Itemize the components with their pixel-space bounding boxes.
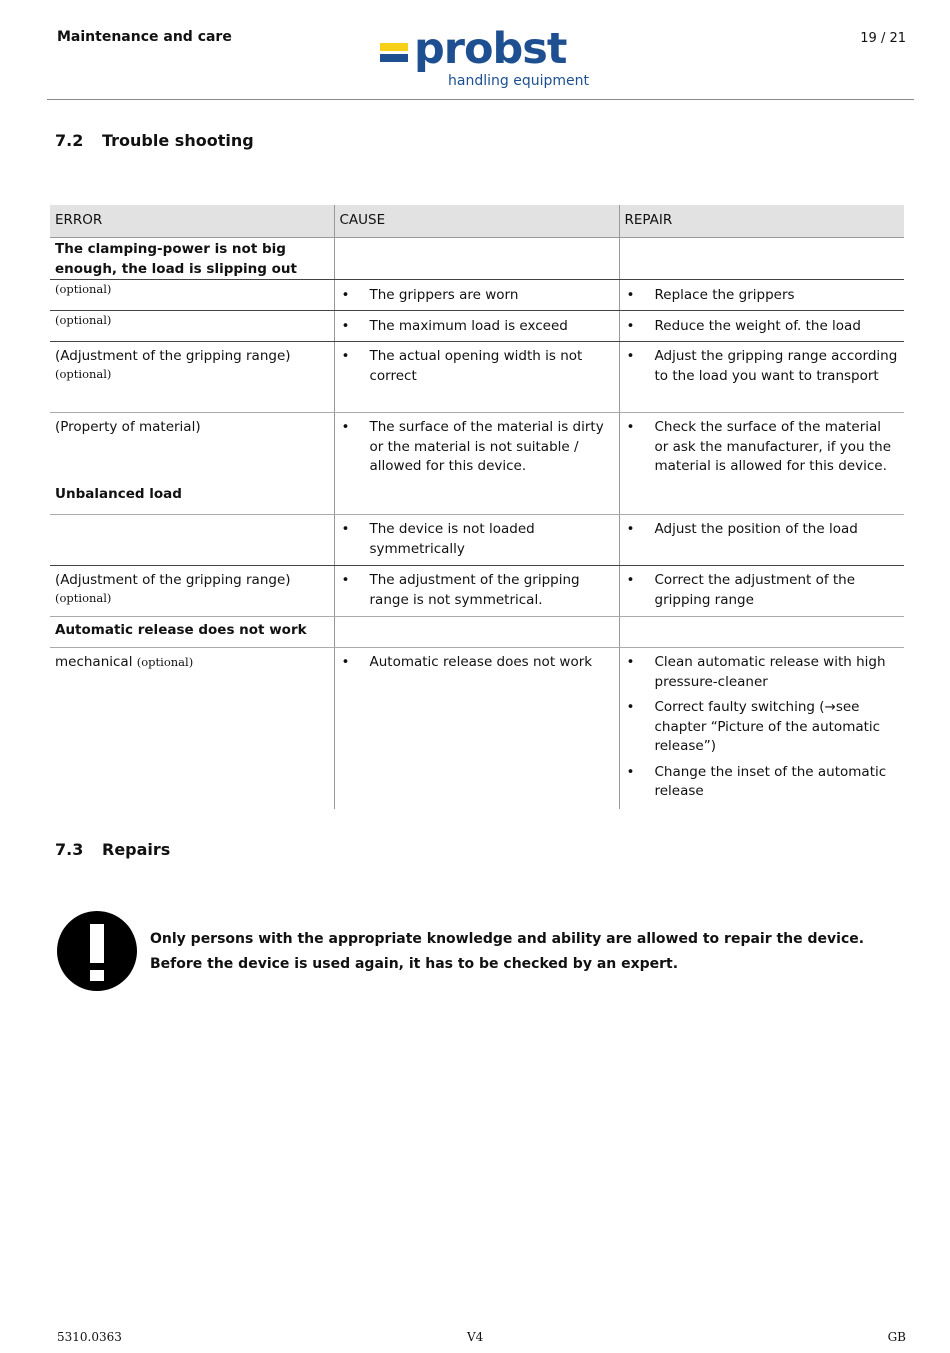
error-cell	[50, 515, 334, 566]
warning-line-2: Before the device is used again, it has to be checked by an expert.	[150, 956, 679, 972]
error-text: (Property of material)	[55, 419, 201, 435]
footer-doc-number: 5310.0363	[57, 1330, 122, 1344]
repair-item: • Check the surface of the material or ask the manufacturer, if you the material is allowed for this device.	[625, 418, 900, 477]
logo-yellow-bar	[380, 43, 408, 51]
logo-tagline: handling equipment	[448, 73, 589, 89]
error-text: Unbalanced load	[55, 485, 182, 502]
column-header-error: ERROR	[50, 205, 334, 238]
section-title: Trouble shooting	[102, 131, 254, 150]
column-header-repair: REPAIR	[619, 205, 904, 238]
probst-logo	[378, 24, 590, 96]
repair-cell	[619, 617, 904, 648]
optional-note: (optional)	[55, 366, 112, 381]
exclamation-icon	[56, 910, 138, 992]
troubleshooting-table	[50, 205, 904, 809]
cause-item: • The adjustment of the gripping range is not symmetrical.	[340, 571, 614, 610]
repair-item: • Adjust the position of the load	[625, 520, 900, 540]
error-text: mechanical	[55, 654, 133, 670]
table-row	[50, 311, 904, 342]
optional-note: (optional)	[55, 313, 112, 327]
cause-cell	[334, 238, 619, 280]
cause-item: • The grippers are worn	[340, 286, 614, 306]
section-heading-troubleshooting	[55, 131, 254, 150]
error-text: (Adjustment of the gripping range)	[55, 348, 291, 364]
section-heading-repairs	[55, 840, 170, 859]
repair-item: • Adjust the gripping range according to the load you want to transport	[625, 347, 900, 386]
error-text: Automatic release does not work	[55, 622, 307, 638]
section-number: 7.3	[55, 840, 84, 859]
error-text: The clamping-power is not big enough, the load is slipping out	[55, 241, 297, 277]
table-row	[50, 413, 904, 484]
table-row	[50, 515, 904, 566]
cause-item: • The maximum load is exceed	[340, 317, 614, 337]
optional-note: (optional)	[55, 590, 112, 605]
cause-item: • The surface of the material is dirty or the material is not suitable / allowed for this device.	[340, 418, 614, 477]
table-row	[50, 238, 904, 280]
repair-item: • Clean automatic release with high pressure-cleaner	[625, 653, 900, 692]
footer-language: GB	[887, 1330, 906, 1344]
header-section-title: Maintenance and care	[57, 29, 232, 45]
section-title: Repairs	[102, 840, 171, 859]
repair-item: • Correct the adjustment of the gripping range	[625, 571, 900, 610]
page-number: 19 / 21	[860, 31, 906, 46]
warning-line-1: Only persons with the appropriate knowledge and ability are allowed to repair the device.	[150, 931, 865, 947]
logo-blue-bar	[380, 54, 408, 62]
repair-item: • Correct faulty switching (→see chapter “Picture of the automatic release”)	[625, 698, 900, 757]
error-text: (Adjustment of the gripping range)	[55, 572, 291, 588]
column-header-cause: CAUSE	[334, 205, 619, 238]
cause-item: • The actual opening width is not correct	[340, 347, 614, 386]
repair-item: • Reduce the weight of. the load	[625, 317, 900, 337]
logo-wordmark: probst	[414, 24, 567, 74]
table-row	[50, 648, 904, 809]
optional-note: (optional)	[136, 655, 194, 669]
table-row	[50, 566, 904, 617]
header-divider	[47, 99, 914, 100]
repair-cell	[619, 484, 904, 515]
table-row	[50, 280, 904, 311]
cause-cell	[334, 484, 619, 515]
footer-version: V4	[467, 1330, 484, 1344]
repair-item: • Replace the grippers	[625, 286, 900, 306]
optional-note: (optional)	[55, 282, 112, 296]
cause-cell	[334, 617, 619, 648]
table-row	[50, 617, 904, 648]
repair-cell	[619, 238, 904, 280]
repair-item: • Change the inset of the automatic release	[625, 763, 900, 802]
cause-item: • The device is not loaded symmetrically	[340, 520, 614, 559]
cause-item: • Automatic release does not work	[340, 653, 614, 673]
section-number: 7.2	[55, 131, 84, 150]
table-row	[50, 484, 904, 515]
table-row	[50, 342, 904, 413]
warning-text	[150, 927, 864, 977]
